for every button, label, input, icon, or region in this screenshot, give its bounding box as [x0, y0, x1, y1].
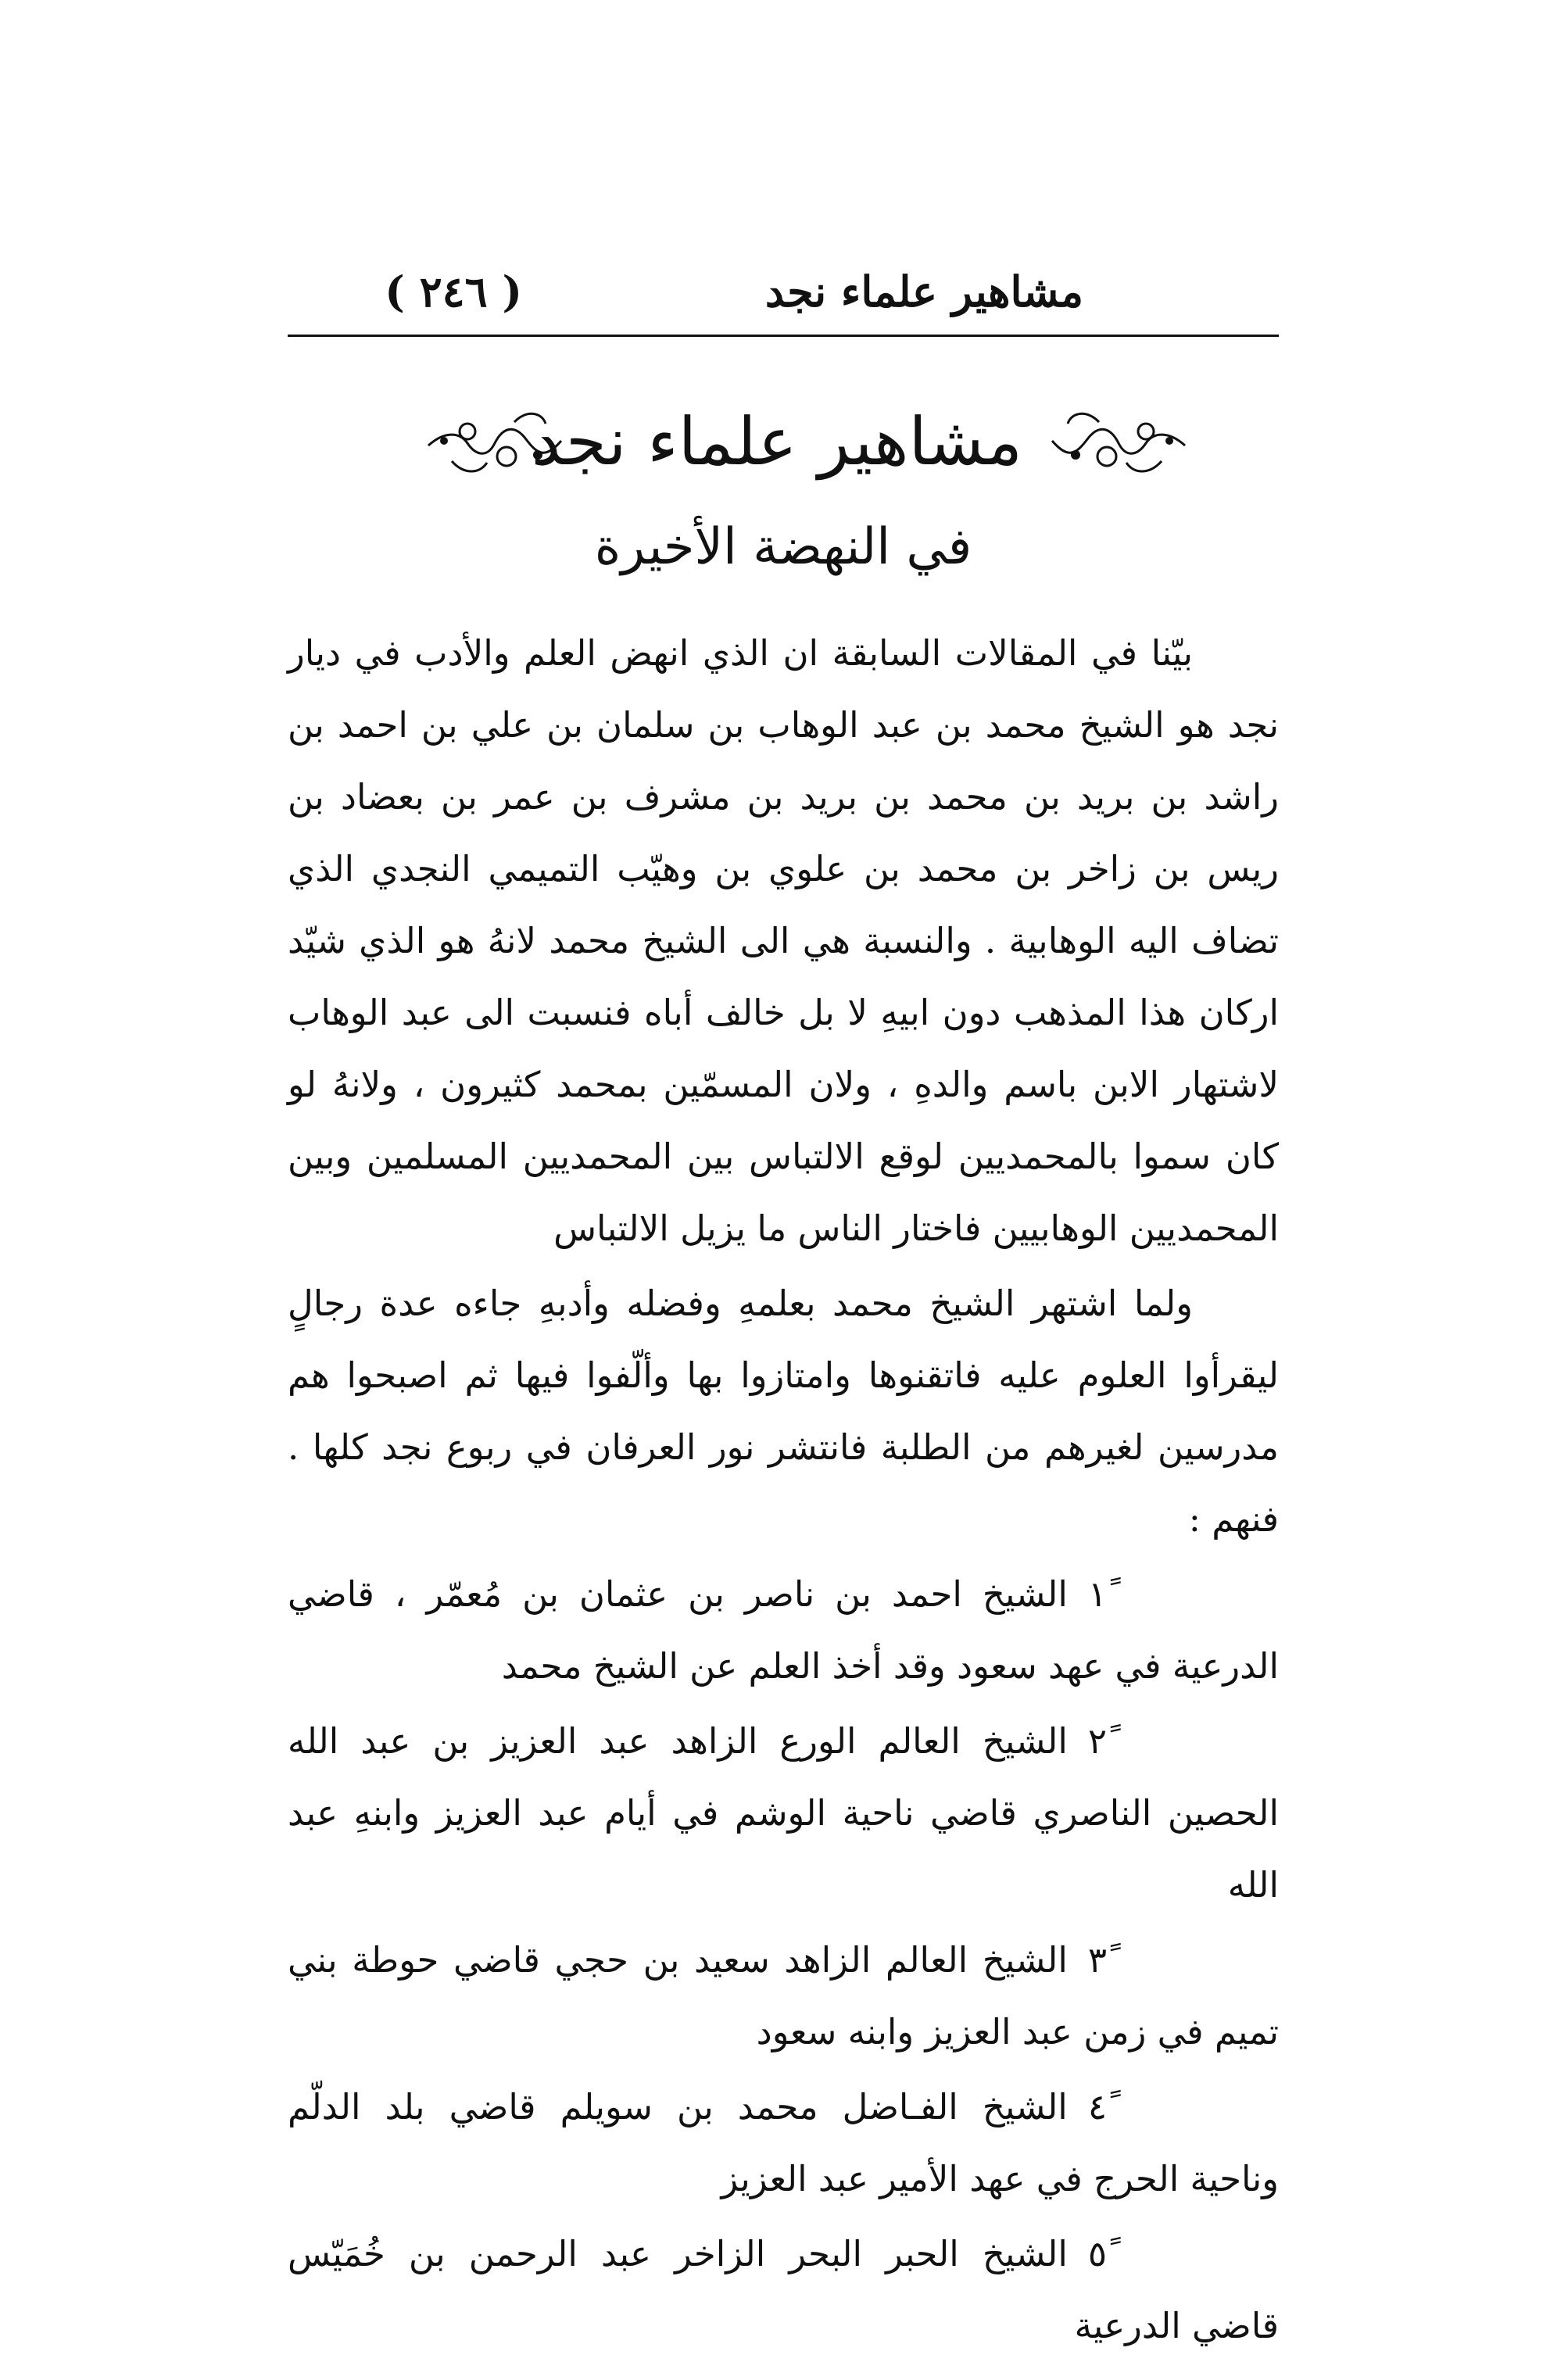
list-item: [288, 1924, 1279, 2068]
body-text: [288, 617, 1279, 2362]
list-item: [288, 1705, 1279, 1921]
item-text: الشيخ احمد بن ناصر بن عثمان بن مُعمّر ، قاضي الدرعية في عهد سعود وقد أخذ العلم عن الشيخ محمد: [288, 1573, 1279, 1687]
list-item: [288, 1559, 1279, 1702]
item-text: الشيخ العالم الزاهد سعيد بن حجي قاضي حوطة بني تميم في زمن عبد العزيز وابنه سعود: [288, 1939, 1279, 2052]
subtitle: في النهضة الأخيرة: [594, 518, 972, 576]
header-rule: [288, 335, 1279, 337]
item-number: ٣ً: [1087, 1939, 1107, 1981]
item-text: الشيخ العالم الورع الزاهد عبد العزيز بن عبد الله الحصين الناصري قاضي ناحية الوشم في أيام عبد العزيز وابنهِ عبد الله: [288, 1720, 1279, 1906]
item-text: الشيخ الفـاضل محمد بن سويلم قاضي بلد الدلّم وناحية الحرج في عهد الأمير عبد العزيز: [288, 2086, 1279, 2199]
paragraph: بيّنا في المقالات السابقة ان الذي انهض العلم والأدب في ديار نجد هو الشيخ محمد بن عبد الوهاب بن سلمان بن علي بن احمد بن راشد بن بريد بن محمد بن بريد بن مشرف بن عمر بن بعضاد بن ريس بن زاخر بن محمد بن علوي بن وهيّب التميمي النجدي الذي تضاف اليه الوهابية . والنسبة هي الى الشيخ محمد لانهُ هو الذي شيّد اركان هذا المذهب دون ابيهِ لا بل خالف أباه فنسبت الى عبد الوهاب لاشتهار الابن باسم والدهِ ، ولان المسمّين بمحمد كثيرون ، ولانهُ لو كان سموا بالمحمديين لوقع الالتباس بين المحمديين المسلمين وبين المحمديين الوهابيين فاختار الناس ما يزيل الالتباس: [288, 632, 1279, 1249]
right-ornament-icon: [1044, 400, 1193, 486]
page-number: ( ٢٤٦ ): [385, 267, 522, 317]
running-title: مشاهير علماء نجد: [764, 267, 1083, 317]
item-text: الشيخ الحبر البحر الزاخر عبد الرحمن بن خُمَيّس قاضي الدرعية: [288, 2233, 1279, 2346]
list-item: [288, 2071, 1279, 2215]
main-title: مشاهير علماء نجد: [531, 403, 1022, 480]
running-header: [288, 249, 1279, 335]
item-number: ١ً: [1087, 1573, 1107, 1615]
item-number: ٢ً: [1087, 1720, 1107, 1762]
list-item: [288, 2218, 1279, 2362]
item-number: ٥ً: [1087, 2233, 1107, 2274]
item-number: ٤ً: [1087, 2086, 1107, 2128]
paragraph: ولما اشتهر الشيخ محمد بعلمهِ وفضله وأدبهِ جاءه عدة رجالٍ ليقرأوا العلوم عليه فاتقنوها وامتازوا بها وألّفوا فيها ثم اصبحوا هم مدرسين لغيرهم من الطلبة فانتشر نور العرفان في ربوع نجد كلها . فنهم :: [288, 1283, 1279, 1540]
title-block: [288, 391, 1279, 492]
